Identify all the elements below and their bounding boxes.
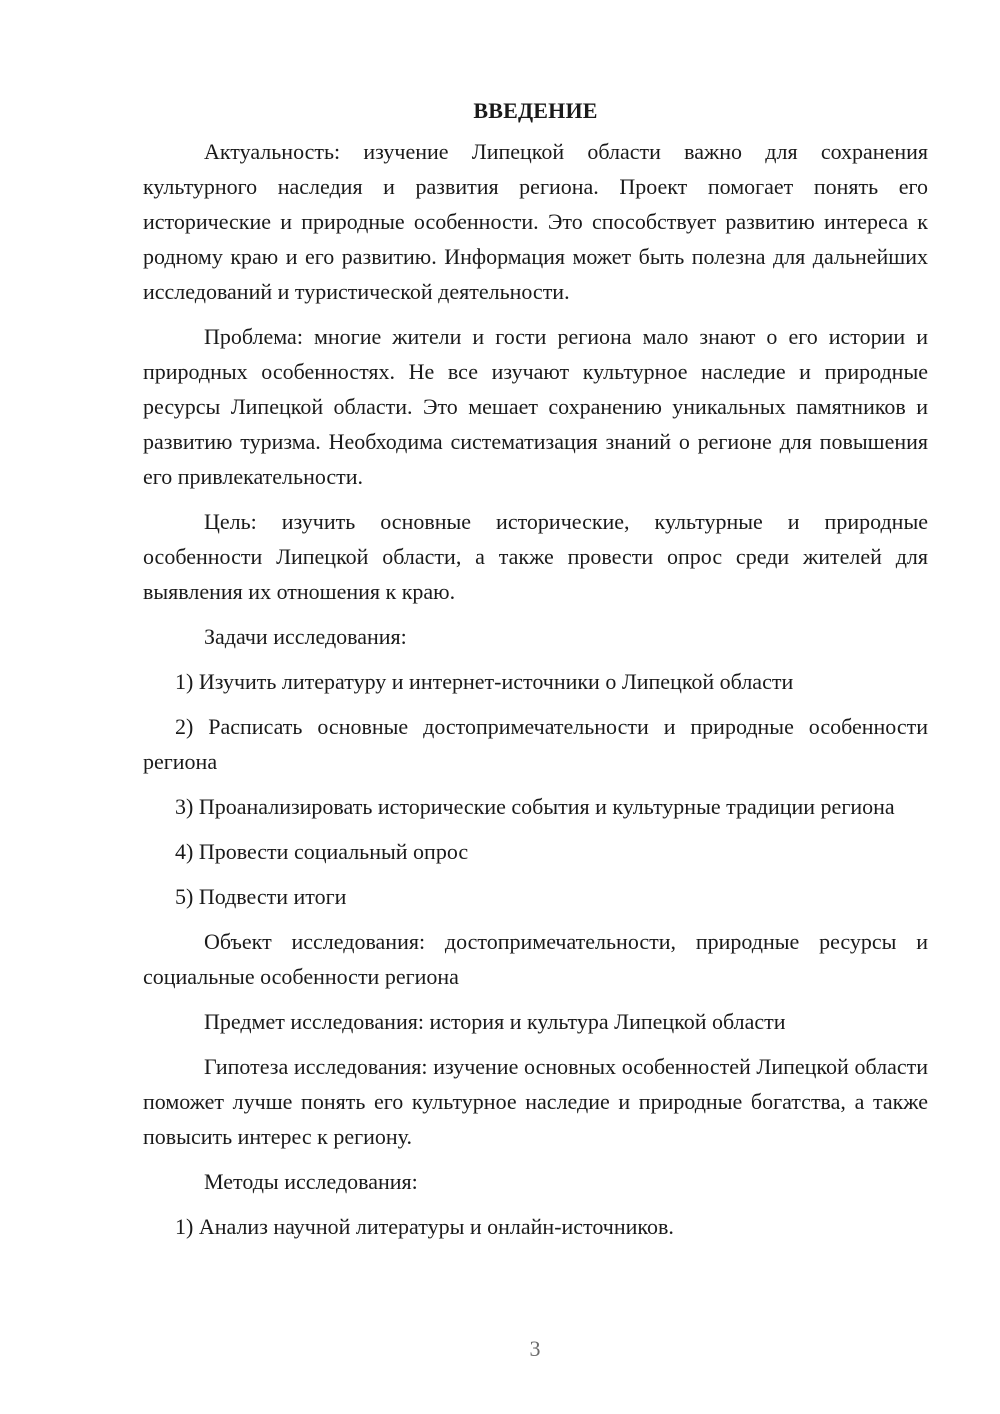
- hypothesis-paragraph: Гипотеза исследования: изучение основных особенностей Липецкой области поможет лучше понять его культурное наследие и природные богатства, а также повысить интерес к региону.: [143, 1054, 928, 1149]
- page-number: 3: [529, 1336, 541, 1361]
- method-item: 1) Анализ научной литературы и онлайн-источников.: [175, 1214, 674, 1239]
- methods-heading: Методы исследования:: [204, 1169, 418, 1194]
- object-paragraph: Объект исследования: достопримечательности, природные ресурсы и социальные особенности региона: [143, 929, 928, 989]
- task-item: 5) Подвести итоги: [175, 884, 347, 909]
- goal-paragraph: Цель: изучить основные исторические, культурные и природные особенности Липецкой области, а также провести опрос среди жителей для выявления их отношения к краю.: [143, 509, 928, 604]
- subject-paragraph: Предмет исследования: история и культура Липецкой области: [204, 1009, 786, 1034]
- task-item: 3) Проанализировать исторические события и культурные традиции региона: [175, 794, 895, 819]
- section-title: ВВЕДЕНИЕ: [473, 98, 598, 123]
- task-item: 1) Изучить литературу и интернет-источники о Липецкой области: [175, 669, 794, 694]
- problem-paragraph: Проблема: многие жители и гости региона мало знают о его истории и природных особенностях. Не все изучают культурное наследие и природные ресурсы Липецкой области. Это мешает сохранению уникальных памятников и развитию туризма. Необходима систематизация знаний о регионе для повышения его привлекательности.: [143, 324, 928, 489]
- page-content: [143, 96, 928, 1254]
- task-item: 2) Расписать основные достопримечательности и природные особенности региона: [143, 714, 928, 774]
- relevance-paragraph: Актуальность: изучение Липецкой области важно для сохранения культурного наследия и развития региона. Проект помогает понять его исторические и природные особенности. Это способствует развитию интереса к родному краю и его развитию. Информация может быть полезна для дальнейших исследований и туристической деятельности.: [143, 139, 928, 304]
- tasks-heading: Задачи исследования:: [204, 624, 407, 649]
- task-item: 4) Провести социальный опрос: [175, 839, 469, 864]
